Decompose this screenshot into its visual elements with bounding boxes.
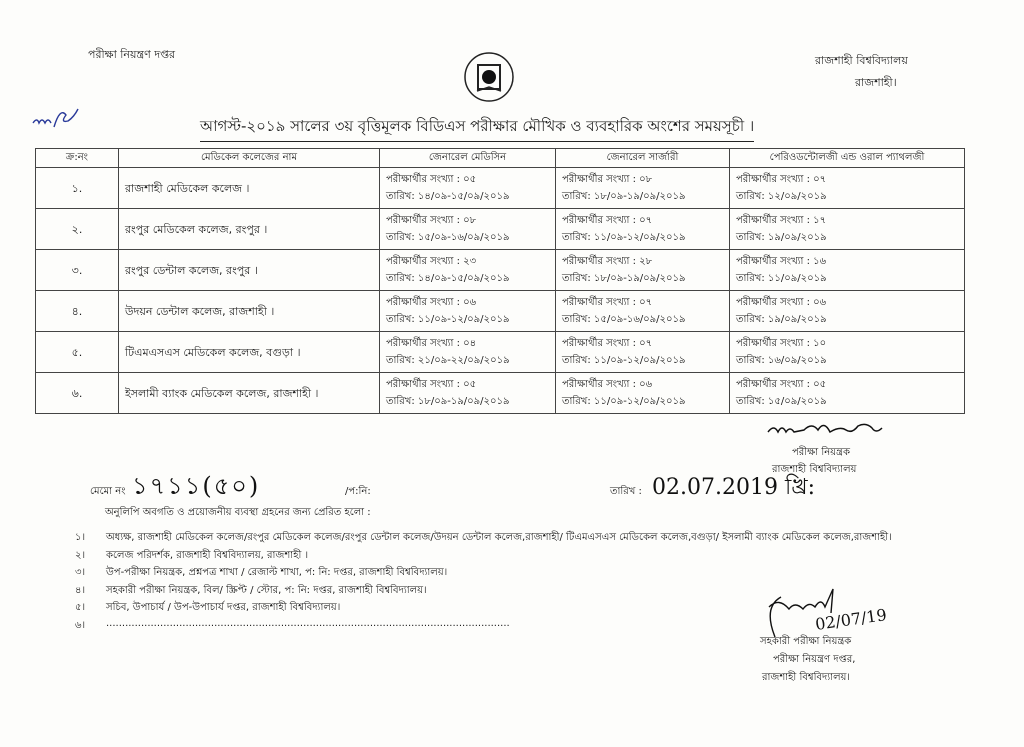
surgery-cell bbox=[556, 373, 730, 414]
memo-suffix: /প:নি: bbox=[345, 486, 371, 497]
serial-cell bbox=[36, 250, 119, 291]
surgery-cell bbox=[556, 332, 730, 373]
examinee-count: পরীক্ষার্থীর সংখ্যা : ০৫ bbox=[386, 379, 477, 390]
cc-number: ৪। bbox=[75, 584, 86, 596]
cc-recipient: কলেজ পরিদর্শক, রাজশাহী বিশ্ববিদ্যালয়, রাজশাহী । bbox=[106, 549, 309, 561]
cc-intro: অনুলিপি অবগতি ও প্রয়োজনীয় ব্যবস্থা গ্রহনের জন্য প্রেরিত হলো : bbox=[105, 507, 371, 518]
exam-date: তারিখ: ১৯/০৯/২০১৯ bbox=[736, 314, 827, 325]
college-name: উদয়ন ডেন্টাল কলেজ, রাজশাহী । bbox=[125, 304, 275, 318]
examinee-count: পরীক্ষার্থীর সংখ্যা : ০৪ bbox=[386, 338, 477, 349]
college-name-cell bbox=[119, 250, 380, 291]
surgery-cell bbox=[556, 168, 730, 209]
table-row bbox=[36, 209, 965, 250]
cc-recipient: সচিব, উপাচার্য / উপ-উপাচার্য দপ্তর, রাজশাহী বিশ্ববিদ্যালয়। bbox=[106, 602, 341, 613]
surgery-cell bbox=[556, 291, 730, 332]
memo-label: মেমো নং bbox=[90, 486, 126, 497]
serial-cell bbox=[36, 291, 119, 332]
college-name: রংপুর ডেন্টাল কলেজ, রংপুর । bbox=[125, 263, 258, 277]
document-title: আগস্ট-২০১৯ সালের ৩য় বৃত্তিমূলক বিডিএস পরীক্ষার মৌখিক ও ব্যবহারিক অংশের সময়সূচী । bbox=[200, 115, 754, 142]
exam-date: তারিখ: ১৮/০৯-১৯/০৯/২০১৯ bbox=[386, 396, 510, 407]
examinee-count: পরীক্ষার্থীর সংখ্যা : ০৬ bbox=[386, 297, 477, 308]
cc-number: ৩। bbox=[75, 567, 86, 578]
examinee-count: পরীক্ষার্থীর সংখ্যা : ০৭ bbox=[736, 174, 827, 185]
office-name: পরীক্ষা নিয়ন্ত্রণ দপ্তর bbox=[88, 48, 176, 61]
exam-date: তারিখ: ১১/০৯-১২/০৯/২০১৯ bbox=[386, 314, 510, 325]
college-name: রাজশাহী মেডিকেল কলেজ । bbox=[125, 181, 250, 195]
exam-date: তারিখ: ১৬/০৯/২০১৯ bbox=[736, 355, 827, 366]
medicine-cell bbox=[380, 209, 556, 250]
surgery-cell bbox=[556, 209, 730, 250]
controller-title: পরীক্ষা নিয়ন্ত্রক bbox=[792, 447, 850, 458]
serial-cell bbox=[36, 373, 119, 414]
cc-number: ৬। bbox=[75, 619, 86, 631]
date-label: তারিখ : bbox=[610, 486, 642, 497]
examinee-count: পরীক্ষার্থীর সংখ্যা : ০৫ bbox=[386, 174, 477, 185]
medicine-cell bbox=[380, 168, 556, 209]
exam-date: তারিখ: ১৪/০৯-১৫/০৯/২০১৯ bbox=[386, 191, 510, 202]
perio-cell bbox=[730, 291, 965, 332]
serial-cell bbox=[36, 332, 119, 373]
exam-date: তারিখ: ১১/০৯-১২/০৯/২০১৯ bbox=[562, 232, 686, 243]
col-serial: ক্র:নং bbox=[36, 149, 119, 168]
assistant-org: রাজশাহী বিশ্ববিদ্যালয়। bbox=[762, 672, 850, 683]
exam-date: তারিখ: ১১/০৯/২০১৯ bbox=[736, 273, 827, 284]
college-name-cell bbox=[119, 209, 380, 250]
perio-cell bbox=[730, 373, 965, 414]
cc-recipient: সহকারী পরীক্ষা নিয়ন্ত্রক, বিল/ স্ক্রিপ্ট / স্টোর, প: নি: দপ্তর, রাজশাহী বিশ্ববিদ্যালয়। bbox=[106, 584, 427, 596]
examinee-count: পরীক্ষার্থীর সংখ্যা : ০৮ bbox=[562, 174, 653, 185]
exam-date: তারিখ: ১১/০৯-১২/০৯/২০১৯ bbox=[562, 396, 686, 407]
col-college-name: মেডিকেল কলেজের নাম bbox=[119, 149, 380, 168]
serial-number: ৪. bbox=[71, 304, 83, 318]
table-header-row bbox=[36, 149, 965, 168]
serial-number: ১. bbox=[71, 181, 83, 195]
serial-number: ৫. bbox=[71, 345, 83, 359]
cc-recipient: অধ্যক্ষ, রাজশাহী মেডিকেল কলেজ/রংপুর মেডিকেল কলেজ/রংপুর ডেন্টাল কলেজ/উদয়ন ডেন্টাল কলেজ,রাজশাহী/ টিএমএসএস মেডিকেল কলেজ,বগুড়া/ ইসলামী ব্যাংক মেডিকেল কলেজ,রাজশাহী। bbox=[106, 532, 892, 543]
exam-date: তারিখ: ১১/০৯-১২/০৯/২০১৯ bbox=[562, 355, 686, 366]
handwritten-initial bbox=[30, 105, 80, 135]
table-row bbox=[36, 250, 965, 291]
serial-number: ৬. bbox=[71, 386, 83, 400]
exam-date: তারিখ: ১৫/০৯-১৬/০৯/২০১৯ bbox=[562, 314, 686, 325]
college-name-cell bbox=[119, 373, 380, 414]
medicine-cell bbox=[380, 291, 556, 332]
examinee-count: পরীক্ষার্থীর সংখ্যা : ০৬ bbox=[562, 379, 653, 390]
examinee-count: পরীক্ষার্থীর সংখ্যা : ০৭ bbox=[562, 297, 653, 308]
perio-cell bbox=[730, 332, 965, 373]
serial-number: ৩. bbox=[71, 263, 83, 277]
examinee-count: পরীক্ষার্থীর সংখ্যা : ২৮ bbox=[562, 256, 653, 267]
college-name: টিএমএসএস মেডিকেল কলেজ, বগুড়া । bbox=[125, 345, 301, 359]
serial-cell bbox=[36, 168, 119, 209]
college-name-cell bbox=[119, 291, 380, 332]
table-row bbox=[36, 373, 965, 414]
perio-cell bbox=[730, 209, 965, 250]
college-name-cell bbox=[119, 168, 380, 209]
exam-date: তারিখ: ১৮/০৯-১৯/০৯/২০১৯ bbox=[562, 191, 686, 202]
controller-signature bbox=[760, 418, 920, 444]
examinee-count: পরীক্ষার্থীর সংখ্যা : ১৬ bbox=[736, 256, 827, 267]
col-periodontology: পেরিওডন্টোলজী এন্ড ওরাল প্যাথলজী bbox=[730, 149, 965, 168]
memo-date: 02.07.2019 খ্রি: bbox=[652, 475, 816, 500]
examinee-count: পরীক্ষার্থীর সংখ্যা : ২৩ bbox=[386, 256, 477, 267]
surgery-cell bbox=[556, 250, 730, 291]
medicine-cell bbox=[380, 250, 556, 291]
exam-date: তারিখ: ১৫/০৯/২০১৯ bbox=[736, 396, 827, 407]
cc-number: ৫। bbox=[75, 602, 86, 613]
col-general-surgery: জেনারেল সার্জারী bbox=[556, 149, 730, 168]
perio-cell bbox=[730, 250, 965, 291]
serial-cell bbox=[36, 209, 119, 250]
university-seal-logo bbox=[463, 51, 515, 103]
serial-number: ২. bbox=[71, 222, 83, 236]
exam-date: তারিখ: ১৪/০৯-১৫/০৯/২০১৯ bbox=[386, 273, 510, 284]
col-general-medicine: জেনারেল মেডিসিন bbox=[380, 149, 556, 168]
medicine-cell bbox=[380, 373, 556, 414]
exam-date: তারিখ: ১৯/০৯/২০১৯ bbox=[736, 232, 827, 243]
examinee-count: পরীক্ষার্থীর সংখ্যা : ০৭ bbox=[562, 215, 653, 226]
examinee-count: পরীক্ষার্থীর সংখ্যা : ১৭ bbox=[736, 215, 827, 226]
university-city: রাজশাহী। bbox=[855, 76, 897, 89]
medicine-cell bbox=[380, 332, 556, 373]
perio-cell bbox=[730, 168, 965, 209]
table-row bbox=[36, 291, 965, 332]
cc-recipient: উপ-পরীক্ষা নিয়ন্ত্রক, প্রশ্নপত্র শাখা / রেজাল্ট শাখা, প: নি: দপ্তর, রাজশাহী বিশ্ববিদ্যালয়। bbox=[106, 567, 448, 578]
schedule-table bbox=[35, 148, 965, 414]
assistant-title: সহকারী পরীক্ষা নিয়ন্ত্রক bbox=[760, 636, 852, 647]
exam-date: তারিখ: ১৫/০৯-১৬/০৯/২০১৯ bbox=[386, 232, 510, 243]
college-name-cell bbox=[119, 332, 380, 373]
cc-number: ১। bbox=[75, 532, 86, 543]
assistant-signature-date: 02/07/19 bbox=[814, 605, 888, 634]
assistant-dept: পরীক্ষা নিয়ন্ত্রণ দপ্তর, bbox=[773, 654, 856, 665]
university-name: রাজশাহী বিশ্ববিদ্যালয় bbox=[815, 54, 908, 67]
examinee-count: পরীক্ষার্থীর সংখ্যা : ০৭ bbox=[562, 338, 653, 349]
memo-number: ১৭১১(৫০) bbox=[132, 472, 261, 500]
college-name: ইসলামী ব্যাংক মেডিকেল কলেজ, রাজশাহী । bbox=[125, 386, 319, 400]
examinee-count: পরীক্ষার্থীর সংখ্যা : ০৬ bbox=[736, 297, 827, 308]
college-name: রংপুর মেডিকেল কলেজ, রংপুর । bbox=[125, 222, 268, 236]
table-row bbox=[36, 332, 965, 373]
examinee-count: পরীক্ষার্থীর সংখ্যা : ১০ bbox=[736, 338, 827, 349]
cc-number: ২। bbox=[75, 549, 86, 561]
exam-date: তারিখ: ১২/০৯/২০১৯ bbox=[736, 191, 827, 202]
table-row bbox=[36, 168, 965, 209]
cc-recipient: ............................................................................................................................... bbox=[106, 617, 510, 629]
examinee-count: পরীক্ষার্থীর সংখ্যা : ০৫ bbox=[736, 379, 827, 390]
examinee-count: পরীক্ষার্থীর সংখ্যা : ০৮ bbox=[386, 215, 477, 226]
exam-date: তারিখ: ২১/০৯-২২/০৯/২০১৯ bbox=[386, 355, 510, 366]
exam-date: তারিখ: ১৮/০৯-১৯/০৯/২০১৯ bbox=[562, 273, 686, 284]
controller-org: রাজশাহী বিশ্ববিদ্যালয় bbox=[772, 464, 857, 475]
